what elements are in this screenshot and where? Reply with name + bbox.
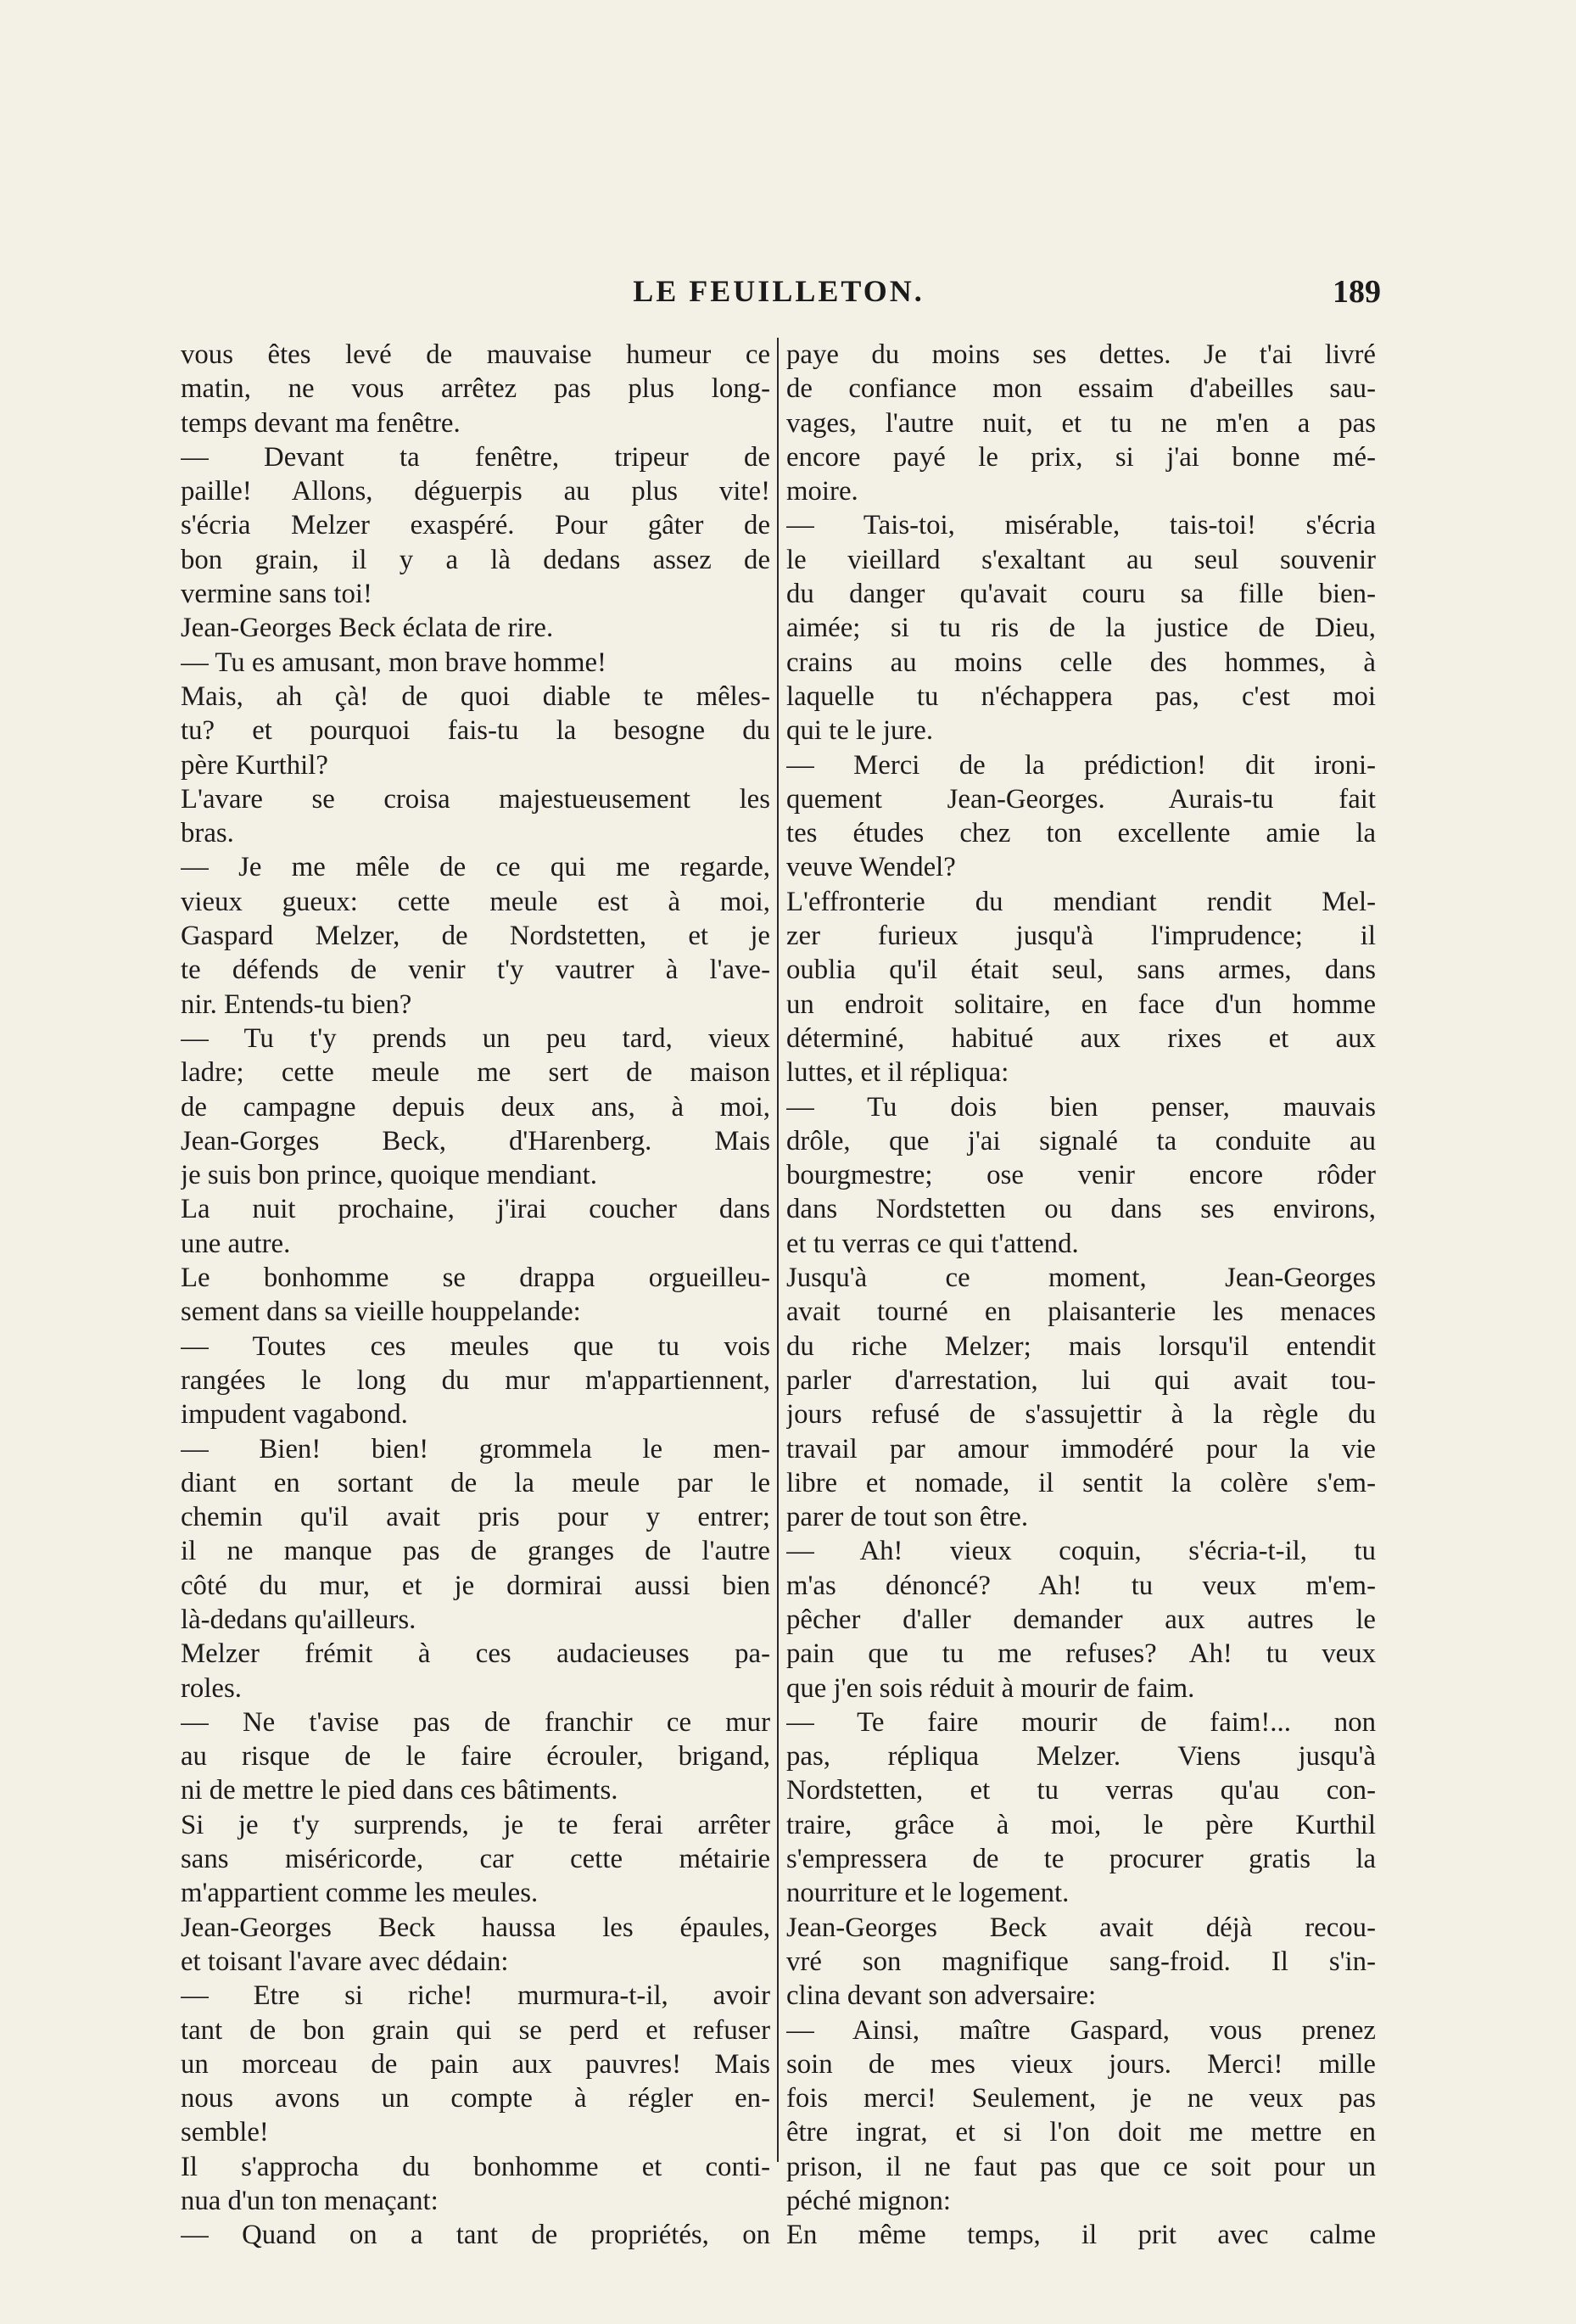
text-line: Jean-Gorges Beck, d'Harenberg. Mais (181, 1125, 770, 1156)
text-line: pas, répliqua Melzer. Viens jusqu'à (786, 1741, 1376, 1772)
text-line: avait tourné en plaisanterie les menaces (786, 1296, 1376, 1328)
text-line: — Tais-toi, misérable, tais-toi! s'écria (786, 510, 1376, 541)
text-line: parer de tout son être. (786, 1502, 1029, 1533)
text-line: Il s'approcha du bonhomme et conti- (181, 2151, 770, 2182)
text-line: nir. Entends-tu bien? (181, 988, 412, 1020)
text-line: sement dans sa vieille houppelande: (181, 1296, 581, 1328)
text-line: — Quand on a tant de propriétés, on (181, 2220, 770, 2251)
text-line: tes études chez ton excellente amie la (786, 818, 1376, 849)
text-line: vré son magnifique sang-froid. Il s'in- (786, 1946, 1376, 1977)
running-title: LE FEUILLETON. (633, 274, 925, 308)
text-line: Le bonhomme se drappa orgueilleu- (181, 1263, 770, 1294)
text-line: travail par amour immodéré pour la vie (786, 1433, 1376, 1464)
text-line: Jean-Georges Beck éclata de rire. (181, 613, 554, 644)
text-line: tant de bon grain qui se perd et refuser (181, 2014, 770, 2046)
text-line: que j'en sois réduit à mourir de faim. (786, 1672, 1195, 1704)
text-line: vermine sans toi! (181, 579, 372, 610)
text-line: un morceau de pain aux pauvres! Mais (181, 2048, 770, 2080)
text-line: libre et nomade, il sentit la colère s'em- (786, 1467, 1376, 1498)
text-line: un endroit solitaire, en face d'un homme (786, 988, 1376, 1020)
text-line: Si je t'y surprends, je te ferai arrêter (181, 1809, 770, 1840)
text-line: une autre. (181, 1228, 291, 1259)
text-line: luttes, et il répliqua: (786, 1057, 1009, 1089)
text-line: bras. (181, 818, 234, 849)
text-line: et tu verras ce qui t'attend. (786, 1228, 1079, 1259)
text-line: pain que tu me refuses? Ah! tu veux (786, 1638, 1376, 1670)
text-line: laquelle tu n'échappera pas, c'est moi (786, 680, 1376, 712)
text-line: là-dedans qu'ailleurs. (181, 1604, 416, 1635)
text-line: tu? et pourquoi fais-tu la besogne du (181, 715, 770, 747)
text-line: L'avare se croisa majestueusement les (181, 783, 770, 815)
text-line: semble! (181, 2117, 269, 2148)
text-line: bourgmestre; ose venir encore rôder (786, 1160, 1376, 1191)
text-line: être ingrat, et si l'on doit me mettre en (786, 2117, 1376, 2148)
text-line: crains au moins celle des hommes, à (786, 647, 1376, 678)
text-line: clina devant son adversaire: (786, 1980, 1097, 2012)
text-line: paille! Allons, déguerpis au plus vite! (181, 476, 770, 507)
text-line: prison, il ne faut pas que ce soit pour un (786, 2151, 1376, 2182)
text-line: Jean-Georges Beck haussa les épaules, (181, 1912, 770, 1943)
text-line: de confiance mon essaim d'abeilles sau- (786, 373, 1376, 405)
text-line: — Etre si riche! murmura-t-il, avoir (181, 1980, 770, 2012)
text-line: — Tu dois bien penser, mauvais (786, 1091, 1376, 1123)
right-text-column (786, 338, 1376, 2253)
text-line: ni de mettre le pied dans ces bâtiments. (181, 1775, 618, 1806)
text-line: chemin qu'il avait pris pour y entrer; (181, 1502, 770, 1533)
text-line: qui te le jure. (786, 715, 934, 747)
text-line: encore payé le prix, si j'ai bonne mé- (786, 441, 1376, 473)
text-line: — Te faire mourir de faim!... non (786, 1706, 1376, 1738)
text-line: sans miséricorde, car cette métairie (181, 1844, 770, 1875)
text-line: — Ah! vieux coquin, s'écria-t-il, tu (786, 1536, 1376, 1567)
text-line: je suis bon prince, quoique mendiant. (181, 1160, 597, 1191)
text-line: — Bien! bien! grommela le men- (181, 1433, 770, 1464)
text-line: ladre; cette meule me sert de maison (181, 1057, 770, 1089)
text-line: déterminé, habitué aux rixes et aux (786, 1022, 1376, 1054)
text-line: drôle, que j'ai signalé ta conduite au (786, 1125, 1376, 1156)
text-line: paye du moins ses dettes. Je t'ai livré (786, 339, 1376, 370)
page-number: 189 (1333, 274, 1381, 310)
text-line: Mais, ah çà! de quoi diable te mêles- (181, 680, 770, 712)
text-line: le vieillard s'exaltant au seul souvenir (786, 544, 1376, 575)
text-line: veuve Wendel? (786, 852, 956, 883)
text-line: quement Jean-Georges. Aurais-tu fait (786, 783, 1376, 815)
text-line: et toisant l'avare avec dédain: (181, 1946, 509, 1977)
text-line: jours refusé de s'assujettir à la règle du (786, 1399, 1376, 1431)
text-line: temps devant ma fenêtre. (181, 407, 461, 439)
text-line: — Tu t'y prends un peu tard, vieux (181, 1022, 770, 1054)
text-line: impudent vagabond. (181, 1399, 408, 1431)
text-line: de campagne depuis deux ans, à moi, (181, 1091, 770, 1123)
text-line: En même temps, il prit avec calme (786, 2220, 1376, 2251)
left-text-column (181, 338, 770, 2253)
text-line: du danger qu'avait couru sa fille bien- (786, 579, 1376, 610)
text-line: péché mignon: (786, 2186, 951, 2217)
page-header (176, 273, 1381, 316)
text-line: matin, ne vous arrêtez pas plus long- (181, 373, 770, 405)
text-line: dans Nordstetten ou dans ses environs, (786, 1194, 1376, 1225)
text-line: côté du mur, et je dormirai aussi bien (181, 1570, 770, 1601)
text-line: — Devant ta fenêtre, tripeur de (181, 441, 770, 473)
text-line: vages, l'autre nuit, et tu ne m'en a pas (786, 407, 1376, 439)
text-line: rangées le long du mur m'appartiennent, (181, 1364, 770, 1396)
text-line: au risque de le faire écrouler, brigand, (181, 1741, 770, 1772)
text-line: roles. (181, 1672, 242, 1704)
text-line: nous avons un compte à régler en- (181, 2083, 770, 2114)
text-line: nourriture et le logement. (786, 1878, 1070, 1909)
text-line: traire, grâce à moi, le père Kurthil (786, 1809, 1376, 1840)
text-line: oublia qu'il était seul, sans armes, dans (786, 955, 1376, 986)
text-line: parler d'arrestation, lui qui avait tou- (786, 1364, 1376, 1396)
text-line: — Tu es amusant, mon brave homme! (181, 647, 606, 678)
text-line: soin de mes vieux jours. Merci! mille (786, 2048, 1376, 2080)
text-line: Melzer frémit à ces audacieuses pa- (181, 1638, 770, 1670)
text-line: nua d'un ton menaçant: (181, 2186, 439, 2217)
text-line: s'empressera de te procurer gratis la (786, 1844, 1376, 1875)
text-line: Nordstetten, et tu verras qu'au con- (786, 1775, 1376, 1806)
text-line: — Merci de la prédiction! dit ironi- (786, 749, 1376, 781)
text-line: diant en sortant de la meule par le (181, 1467, 770, 1498)
text-line: du riche Melzer; mais lorsqu'il entendit (786, 1330, 1376, 1362)
text-line: m'appartient comme les meules. (181, 1878, 539, 1909)
text-line: Gaspard Melzer, de Nordstetten, et je (181, 921, 770, 952)
text-line: L'effronterie du mendiant rendit Mel- (786, 886, 1376, 917)
text-line: — Toutes ces meules que tu vois (181, 1330, 770, 1362)
text-line: zer furieux jusqu'à l'imprudence; il (786, 921, 1376, 952)
text-line: s'écria Melzer exaspéré. Pour gâter de (181, 510, 770, 541)
text-line: vieux gueux: cette meule est à moi, (181, 886, 770, 917)
text-line: aimée; si tu ris de la justice de Dieu, (786, 613, 1376, 644)
text-line: — Ne t'avise pas de franchir ce mur (181, 1706, 770, 1738)
text-line: fois merci! Seulement, je ne veux pas (786, 2083, 1376, 2114)
text-line: Jean-Georges Beck avait déjà recou- (786, 1912, 1376, 1943)
column-divider (777, 338, 779, 2162)
text-line: te défends de venir t'y vautrer à l'ave- (181, 955, 770, 986)
text-line: Jusqu'à ce moment, Jean-Georges (786, 1263, 1376, 1294)
text-line: m'as dénoncé? Ah! tu veux m'em- (786, 1570, 1376, 1601)
text-line: père Kurthil? (181, 749, 328, 781)
text-line: moire. (786, 476, 858, 507)
text-line: vous êtes levé de mauvaise humeur ce (181, 339, 770, 370)
text-line: La nuit prochaine, j'irai coucher dans (181, 1194, 770, 1225)
text-line: pêcher d'aller demander aux autres le (786, 1604, 1376, 1635)
text-line: il ne manque pas de granges de l'autre (181, 1536, 770, 1567)
text-line: bon grain, il y a là dedans assez de (181, 544, 770, 575)
text-line: — Ainsi, maître Gaspard, vous prenez (786, 2014, 1376, 2046)
text-line: — Je me mêle de ce qui me regarde, (181, 852, 770, 883)
